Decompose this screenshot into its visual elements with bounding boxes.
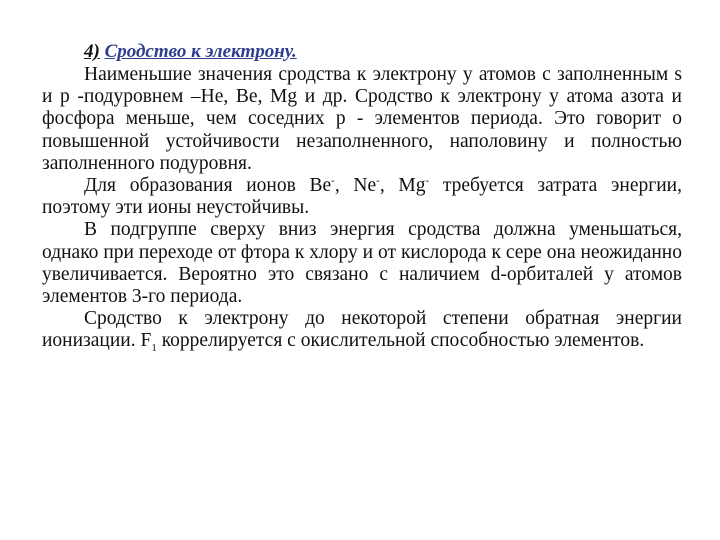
paragraph-2-part-d: требуется затрата энергии, поэтому эти ионы неустойчивы. — [42, 175, 682, 219]
paragraph-2-sup-2: - — [376, 174, 380, 187]
paragraph-2-sup-1: - — [331, 174, 335, 187]
section-heading — [84, 40, 682, 64]
heading-number: 4) — [84, 41, 100, 62]
paragraph-2 — [42, 175, 682, 219]
paragraph-2-sup-3: - — [425, 174, 430, 187]
heading-title: Сродство к электрону. — [104, 41, 297, 62]
paragraph-4-sub: 1 — [151, 342, 157, 355]
paragraph-3: В подгруппе сверху вниз энергия сродства должна уменьшаться, однако при переходе от фтора к хлору и от кислорода к сере она неожиданно увеличивается. Вероятно это связано с наличием d-орбиталей у атомов элементов 3-го периода. — [42, 219, 682, 308]
paragraph-2-part-a: Для образования ионов Be — [84, 175, 332, 197]
paragraph-4-part-b: коррелируется с окислительной способностью элементов. — [156, 330, 645, 352]
paragraph-4 — [42, 308, 682, 355]
paragraph-4-part-a: Сродство к электрону до некоторой степени обратная энергии ионизации. F — [42, 308, 682, 352]
slide-content — [42, 40, 682, 353]
paragraph-2-part-c: , Mg — [379, 175, 426, 197]
paragraph-2-part-b: , Ne — [334, 175, 377, 197]
paragraph-1: Наименьшие значения сродства к электрону у атомов с заполненным s и p -подуровнем –He, Be, Mg и др. Сродство к электрону у атома азота и фосфора меньше, чем соседних p - элементов периода. Это говорит о повышенной устойчивости незаполненного, наполовину и полностью заполненного подуровня. — [42, 64, 682, 174]
